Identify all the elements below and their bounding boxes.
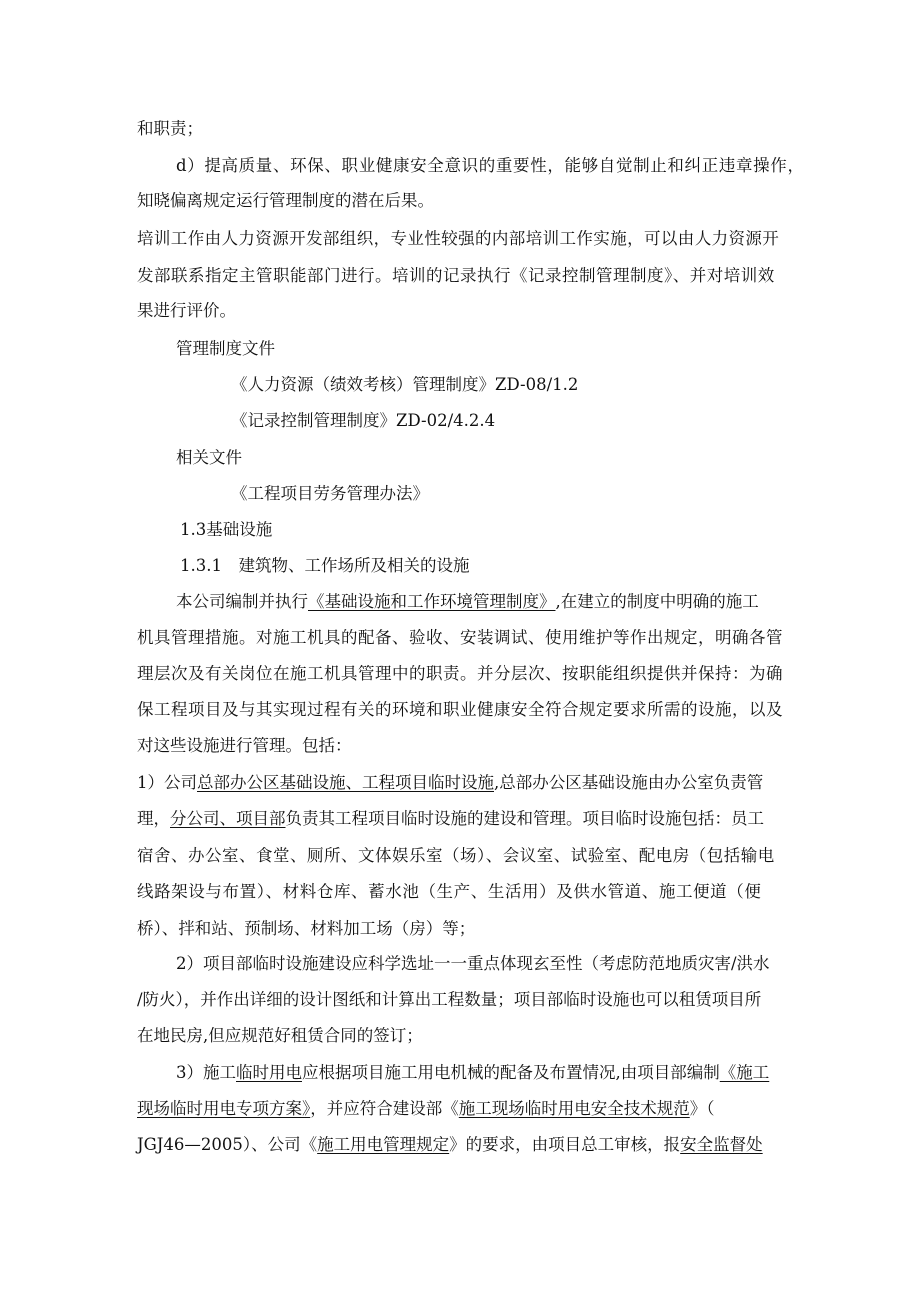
- text-segment: 理，: [137, 809, 170, 828]
- reference-item: 《人力资源（绩效考核）管理制度》ZD-08/1.2: [231, 375, 579, 394]
- section-heading-1-3-1: 1.3.1 建筑物、工作场所及相关的设施: [180, 556, 470, 575]
- text-segment: JGJ46—2005）、公司《: [137, 1135, 318, 1154]
- section-heading: 管理制度文件: [176, 339, 275, 358]
- text-line: [137, 772, 763, 794]
- text-line: 培训工作由人力资源开发部组织，专业性较强的内部培训工作实施，可以由人力资源开: [137, 229, 780, 248]
- text-segment: ，并应符合建设部《: [310, 1099, 459, 1118]
- text-line: 果进行评价。: [137, 301, 236, 320]
- text-line: 在地民房,但应规范好租赁合同的签订；: [137, 1026, 423, 1045]
- text-segment: 》（: [689, 1099, 715, 1118]
- reference-item: 《工程项目劳务管理办法》: [231, 484, 429, 503]
- text-line: 理层次及有关岗位在施工机具管理中的职责。并分层次、按职能组织提供并保持：为确: [137, 664, 783, 683]
- text-line: 保工程项目及与其实现过程有关的环境和职业健康安全符合规定要求所需的设施，以及: [137, 700, 783, 719]
- underlined-term: 《基础设施和工作环境管理制度》: [308, 592, 556, 611]
- underlined-term: 分公司、项目部: [170, 809, 286, 828]
- section-heading: 相关文件: [176, 448, 242, 467]
- text-line: 对这些设施进行管理。包括：: [137, 736, 352, 755]
- text-line: d）提高质量、环保、职业健康安全意识的重要性，能够自觉制止和纠正违章操作，: [176, 156, 805, 175]
- text-line: 线路架设与布置）、材料仓库、蓄水池（生产、生活用）及供水管道、施工便道（便: [137, 882, 762, 901]
- text-segment: ,在建立的制度中明确的施工: [555, 592, 759, 611]
- text-line: 2）项目部临时设施建设应科学选址一一重点体现玄至性（考虑防范地质灾害/洪水: [176, 954, 770, 973]
- text-segment: 1）公司: [137, 773, 197, 792]
- reference-item: 《记录控制管理制度》ZD-02/4.2.4: [231, 411, 496, 430]
- underlined-term: 临时用电: [236, 1063, 302, 1082]
- text-line: [137, 1134, 763, 1156]
- text-segment: ,总部办公区基础设施由办公室负责管: [494, 773, 764, 792]
- underlined-term: 施工现场临时用电安全技术规范: [458, 1099, 690, 1118]
- text-line: 发部联系指定主管职能部门进行。培训的记录执行《记录控制管理制度》、并对培训效: [137, 266, 775, 285]
- text-segment: 本公司编制并执行: [176, 592, 308, 611]
- text-line: 知晓偏离规定运行管理制度的潜在后果。: [137, 191, 434, 210]
- text-segment: 》的要求，由项目总工审核，报: [449, 1135, 681, 1154]
- text-line: [176, 1062, 769, 1084]
- text-segment: 应根据项目施工用电机械的配备及布置情况,由项目部编制: [302, 1063, 720, 1082]
- text-line: 桥）、拌和站、预制场、材料加工场（房）等；: [137, 919, 476, 938]
- text-line: 机具管理措施。对施工机具的配备、验收、安装调试、使用维护等作出规定，明确各管: [137, 628, 783, 647]
- underlined-term: 现场临时用电专项方案》: [137, 1099, 311, 1118]
- text-line: [137, 808, 764, 830]
- text-segment: 3）施工: [176, 1063, 236, 1082]
- section-heading-1-3: 1.3基础设施: [180, 520, 273, 539]
- text-segment: 负责其工程项目临时设施的建设和管理。项目临时设施包括：员工: [285, 809, 764, 828]
- text-line: 和职责；: [137, 119, 203, 138]
- text-line: /防火），并作出详细的设计图纸和计算出工程数量；项目部临时设施也可以租赁项目所: [137, 990, 762, 1009]
- underlined-term: 《施工: [719, 1063, 770, 1082]
- text-line: [176, 591, 759, 613]
- underlined-term: 安全监督处: [680, 1135, 763, 1154]
- text-line: [137, 1098, 715, 1120]
- underlined-term: 施工用电管理规定: [317, 1135, 450, 1154]
- text-line: 宿舍、办公室、食堂、厕所、文体娱乐室（场）、会议室、试验室、配电房（包括输电: [137, 846, 775, 865]
- underlined-term: 总部办公区基础设施、工程项目临时设施: [197, 773, 494, 792]
